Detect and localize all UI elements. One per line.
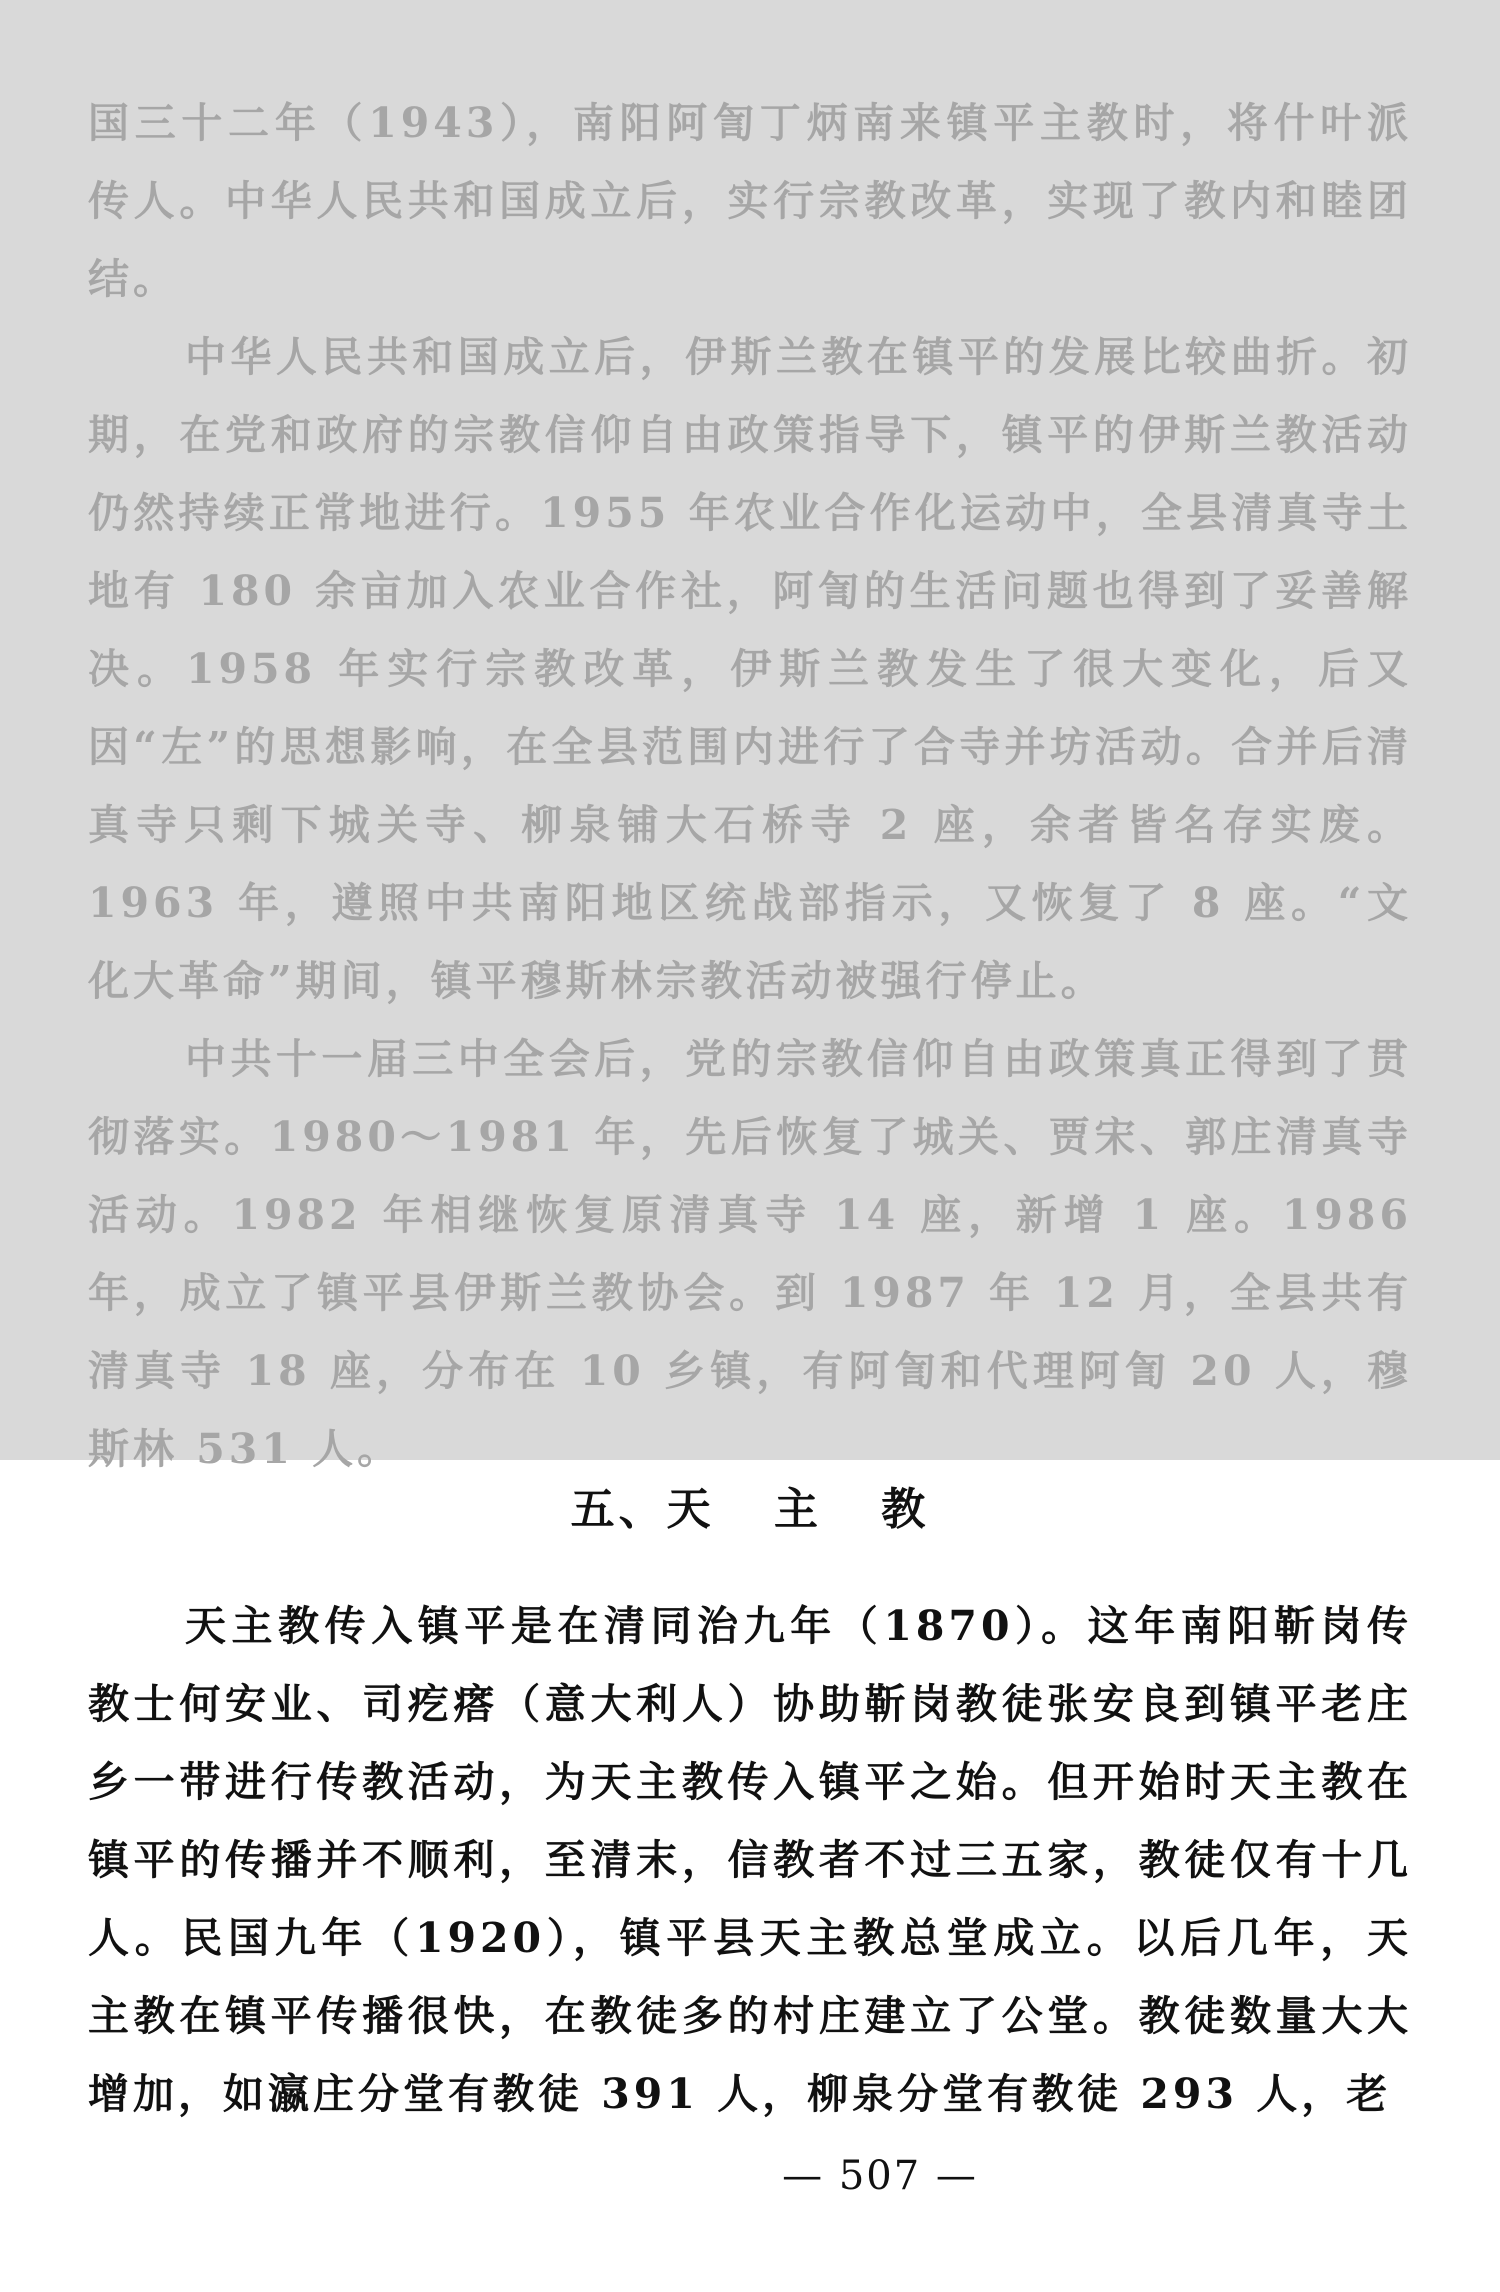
section-heading: 五、天 主 教: [570, 1484, 930, 1535]
paragraph-catholicism: 天主教传入镇平是在清同治九年（1870）。这年南阳靳岗传教士何安业、司疙瘩（意大利人）协助靳岗教徒张安良到镇平老庄乡一带进行传教活动，为天主教传入镇平之始。但开始时天主教在镇平的传播并不顺利，至清末，信教者不过三五家，教徒仅有十几人。民国九年（1920），镇平县天主教总堂成立。以后几年，天主教在镇平传播很快，在教徒多的村庄建立了公堂。教徒数量大大增加，如瀛庄分堂有教徒 391 人，柳泉分堂有教徒 293 人，老: [88, 1602, 1412, 2118]
paragraph-islam-restoration: 中共十一届三中全会后，党的宗教信仰自由政策真正得到了贯彻落实。1980～1981 年，先后恢复了城关、贾宋、郭庄清真寺活动。1982 年相继恢复原清真寺 14 座，新增 1 座。1986 年，成立了镇平县伊斯兰教协会。到 1987 年 12 月，全县共有清真寺 18 座，分布在 10 乡镇，有阿訇和代理阿訇 20 人，穆斯林 531 人。: [88, 1035, 1412, 1473]
paragraph-continuation: 国三十二年（1943），南阳阿訇丁炳南来镇平主教时，将什叶派传人。中华人民共和国成立后，实行宗教改革，实现了教内和睦团结。: [88, 99, 1412, 303]
page-number: — 507 —: [782, 2153, 978, 2199]
paragraph-islam-development: 中华人民共和国成立后，伊斯兰教在镇平的发展比较曲折。初期，在党和政府的宗教信仰自由政策指导下，镇平的伊斯兰教活动仍然持续正常地进行。1955 年农业合作化运动中，全县清真寺土地有 180 余亩加入农业合作社，阿訇的生活问题也得到了妥善解决。1958 年实行宗教改革，伊斯兰教发生了很大变化，后又因“左”的思想影响，在全县范围内进行了合寺并坊活动。合并后清真寺只剩下城关寺、柳泉铺大石桥寺 2 座，余者皆名存实废。1963 年，遵照中共南阳地区统战部指示，又恢复了 8 座。“文化大革命”期间，镇平穆斯林宗教活动被强行停止。: [88, 333, 1412, 1005]
